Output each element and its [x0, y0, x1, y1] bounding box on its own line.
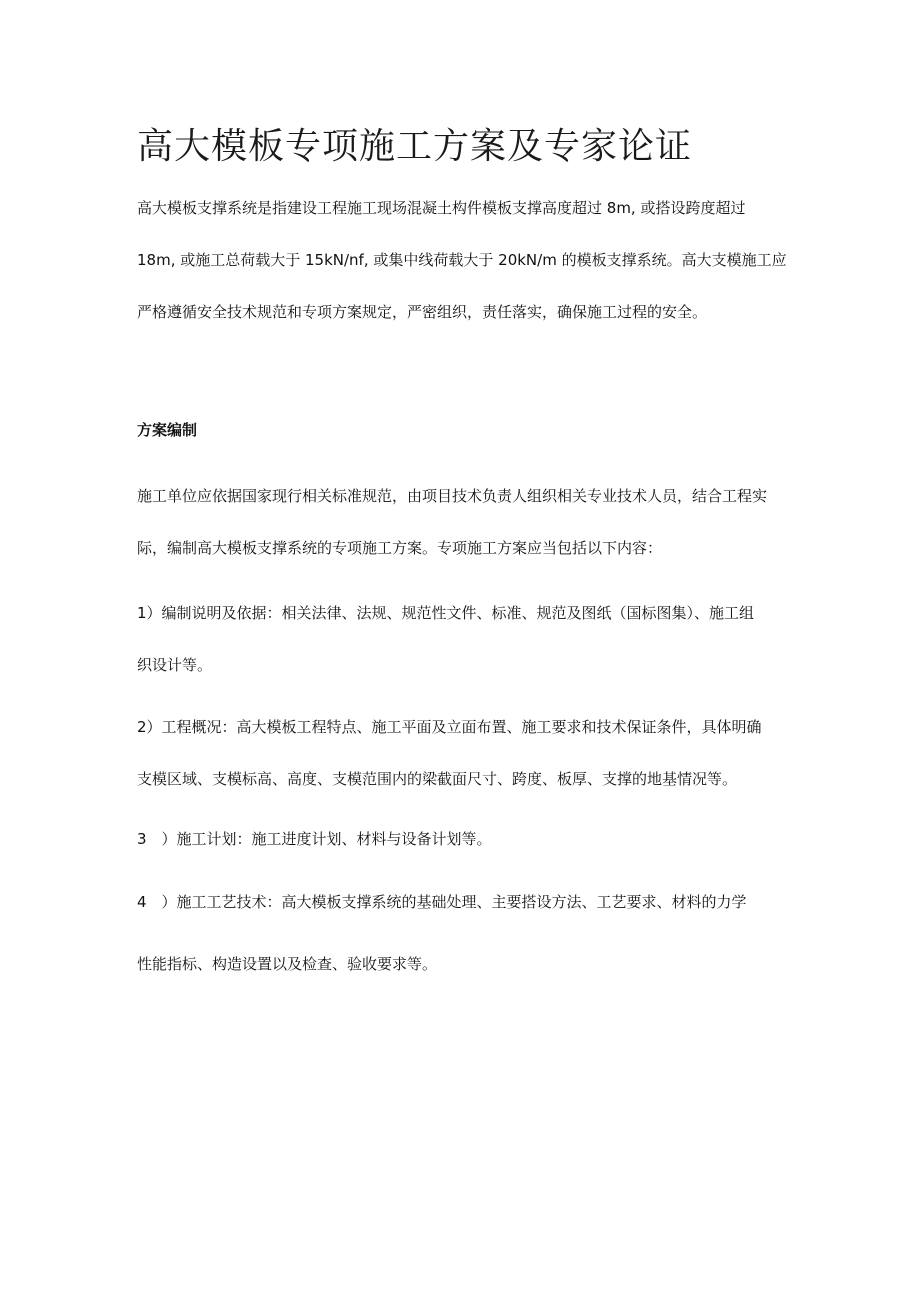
- paragraph-line: 际，编制高大模板支撑系统的专项施工方案。专项施工方案应当包括以下内容：: [137, 539, 663, 557]
- list-item-line: 3 ）施工计划：施工进度计划、材料与设备计划等。: [137, 830, 492, 848]
- list-item-line: 1）编制说明及依据：相关法律、法规、规范性文件、标准、规范及图纸（国标图集）、施工组: [137, 604, 755, 622]
- list-item-line: 4 ）施工工艺技术：高大模板支撑系统的基础处理、主要搭设方法、工艺要求、材料的力学: [137, 893, 747, 911]
- intro-line: 18m, 或施工总荷载大于 15kN/nf, 或集中线荷载大于 20kN/m 的模板支撑系统。高大支模施工应: [137, 251, 787, 269]
- list-item-line: 2）工程概况：高大模板工程特点、施工平面及立面布置、施工要求和技术保证条件，具体明确: [137, 718, 762, 736]
- intro-line: 高大模板支撑系统是指建设工程施工现场混凝土构件模板支撑高度超过 8m, 或搭设跨度超过: [137, 199, 746, 217]
- list-item-4: [137, 871, 789, 995]
- list-item-line: 性能指标、构造设置以及检查、验收要求等。: [137, 955, 438, 973]
- section-heading: 方案编制: [137, 421, 198, 439]
- page-title: 高大模板专项施工方案及专家论证: [137, 126, 693, 167]
- list-item-line: 织设计等。: [137, 656, 213, 674]
- paragraph-line: 施工单位应依据国家现行相关标准规范，由项目技术负责人组织相关专业技术人员，结合工程实: [137, 487, 768, 505]
- list-item-1: [137, 587, 789, 691]
- intro-paragraph: [137, 182, 789, 338]
- list-item-3: [137, 813, 789, 865]
- intro-line: 严格遵循安全技术规范和专项方案规定，严密组织，责任落实，确保施工过程的安全。: [137, 303, 708, 321]
- scheme-paragraph: [137, 470, 789, 574]
- list-item-line: 支模区域、支模标高、高度、支模范围内的梁截面尺寸、跨度、板厚、支撑的地基情况等。: [137, 770, 738, 788]
- list-item-2: [137, 701, 789, 805]
